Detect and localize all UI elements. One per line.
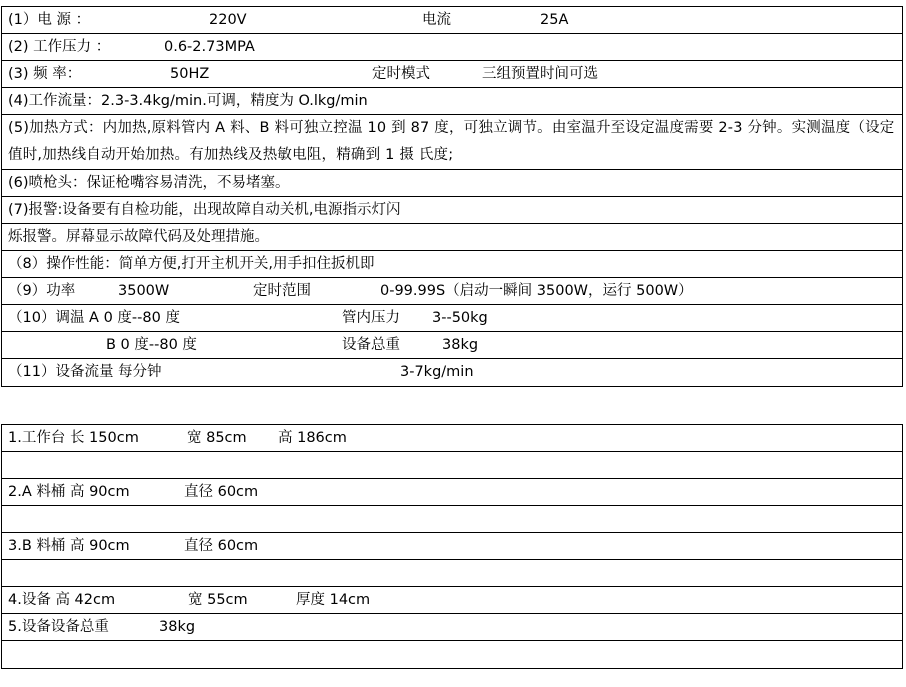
dim-label: 1.工作台 长 150cm [8,430,139,446]
spec-text: (7)报警:设备要有自检功能，出现故障自动关机,电源指示灯闪 [8,202,401,218]
spec-label: 电流 [422,12,451,28]
dim-label: 3.B 料桶 高 90cm [8,538,130,554]
spec-label: B 0 度--80 度 [106,337,197,353]
spec-row-device-flow [2,359,902,386]
spec-label: (1）电 源 ： [8,12,91,28]
dim-row-barrel-a [2,479,902,506]
dim-value: 直径 60cm [184,484,259,500]
dim-row-empty [2,641,902,668]
spec-value: 0.6-2.73MPA [164,39,255,55]
dim-value: 宽 85cm [187,430,247,446]
spec-table [1,6,903,387]
spec-row-temp-a [2,305,902,332]
dim-row-weight [2,614,902,641]
spec-value: 3-7kg/min [400,364,474,380]
dim-row-empty [2,452,902,479]
spec-label: （10）调温 A 0 度--80 度 [8,310,180,326]
spec-value: 3500W [118,283,170,299]
dim-value: 直径 60cm [184,538,259,554]
spec-row-temp-b [2,332,902,359]
spec-label: 设备总重 [342,337,400,353]
dim-value: 宽 55cm [188,592,248,608]
spec-label: 定时模式 [372,66,430,82]
spec-row-power-supply [2,7,902,34]
spec-label: 管内压力 [342,310,400,326]
spec-row-pressure [2,34,902,61]
dim-row-barrel-b [2,533,902,560]
spec-paragraph: (5)加热方式：内加热,原料管内 A 料、B 料可独立控温 10 到 87 度，可独立调节。由室温升至设定温度需要 2-3 分钟。实测温度（设定值时,加热线自动开始加热。有加热线及热敏电阻，精确到 1 摄 氏度; [8,120,895,163]
spec-label: （9）功率 [8,283,76,299]
dim-row-workbench [2,425,902,452]
dimensions-table [1,424,903,669]
spec-text: （8）操作性能：简单方便,打开主机开关,用手扣住扳机即 [8,256,375,272]
dim-value: 高 186cm [278,430,347,446]
spec-value: 50HZ [170,66,210,82]
dim-value: 厚度 14cm [296,592,371,608]
spec-value: 3--50kg [432,310,488,326]
spec-label: 定时范围 [253,283,311,299]
dim-row-device [2,587,902,614]
spec-row-frequency [2,61,902,88]
dim-label: 5.设备设备总重 [8,619,109,635]
spec-label: (2) 工作压力 ： [8,39,111,55]
spec-text: (6)喷枪头：保证枪嘴容易清洗，不易堵塞。 [8,175,290,191]
spec-text: 烁报警。屏幕显示故障代码及处理措施。 [8,229,269,245]
spec-value: 25A [540,12,569,28]
spec-row-heating [2,115,902,170]
spec-value: 0-99.99S（启动一瞬间 3500W，运行 500W） [380,283,693,299]
spec-text: (4)工作流量：2.3-3.4kg/min.可调，精度为 O.lkg/min [8,93,368,109]
dim-label: 2.A 料桶 高 90cm [8,484,130,500]
spec-value: 三组预置时间可选 [482,66,598,82]
spec-value: 38kg [442,337,479,353]
dim-row-empty [2,506,902,533]
spec-row-flow [2,88,902,115]
spec-row-alarm [2,197,902,224]
dim-label: 4.设备 高 42cm [8,592,116,608]
spec-label: （11）设备流量 每分钟 [8,364,162,380]
dim-row-empty [2,560,902,587]
spec-row-alarm-cont [2,224,902,251]
spec-label: (3) 频 率： [8,66,82,82]
spec-value: 220V [209,12,247,28]
spec-row-operation [2,251,902,278]
spec-row-wattage [2,278,902,305]
spec-row-spray-gun [2,170,902,197]
dim-value: 38kg [159,619,196,635]
